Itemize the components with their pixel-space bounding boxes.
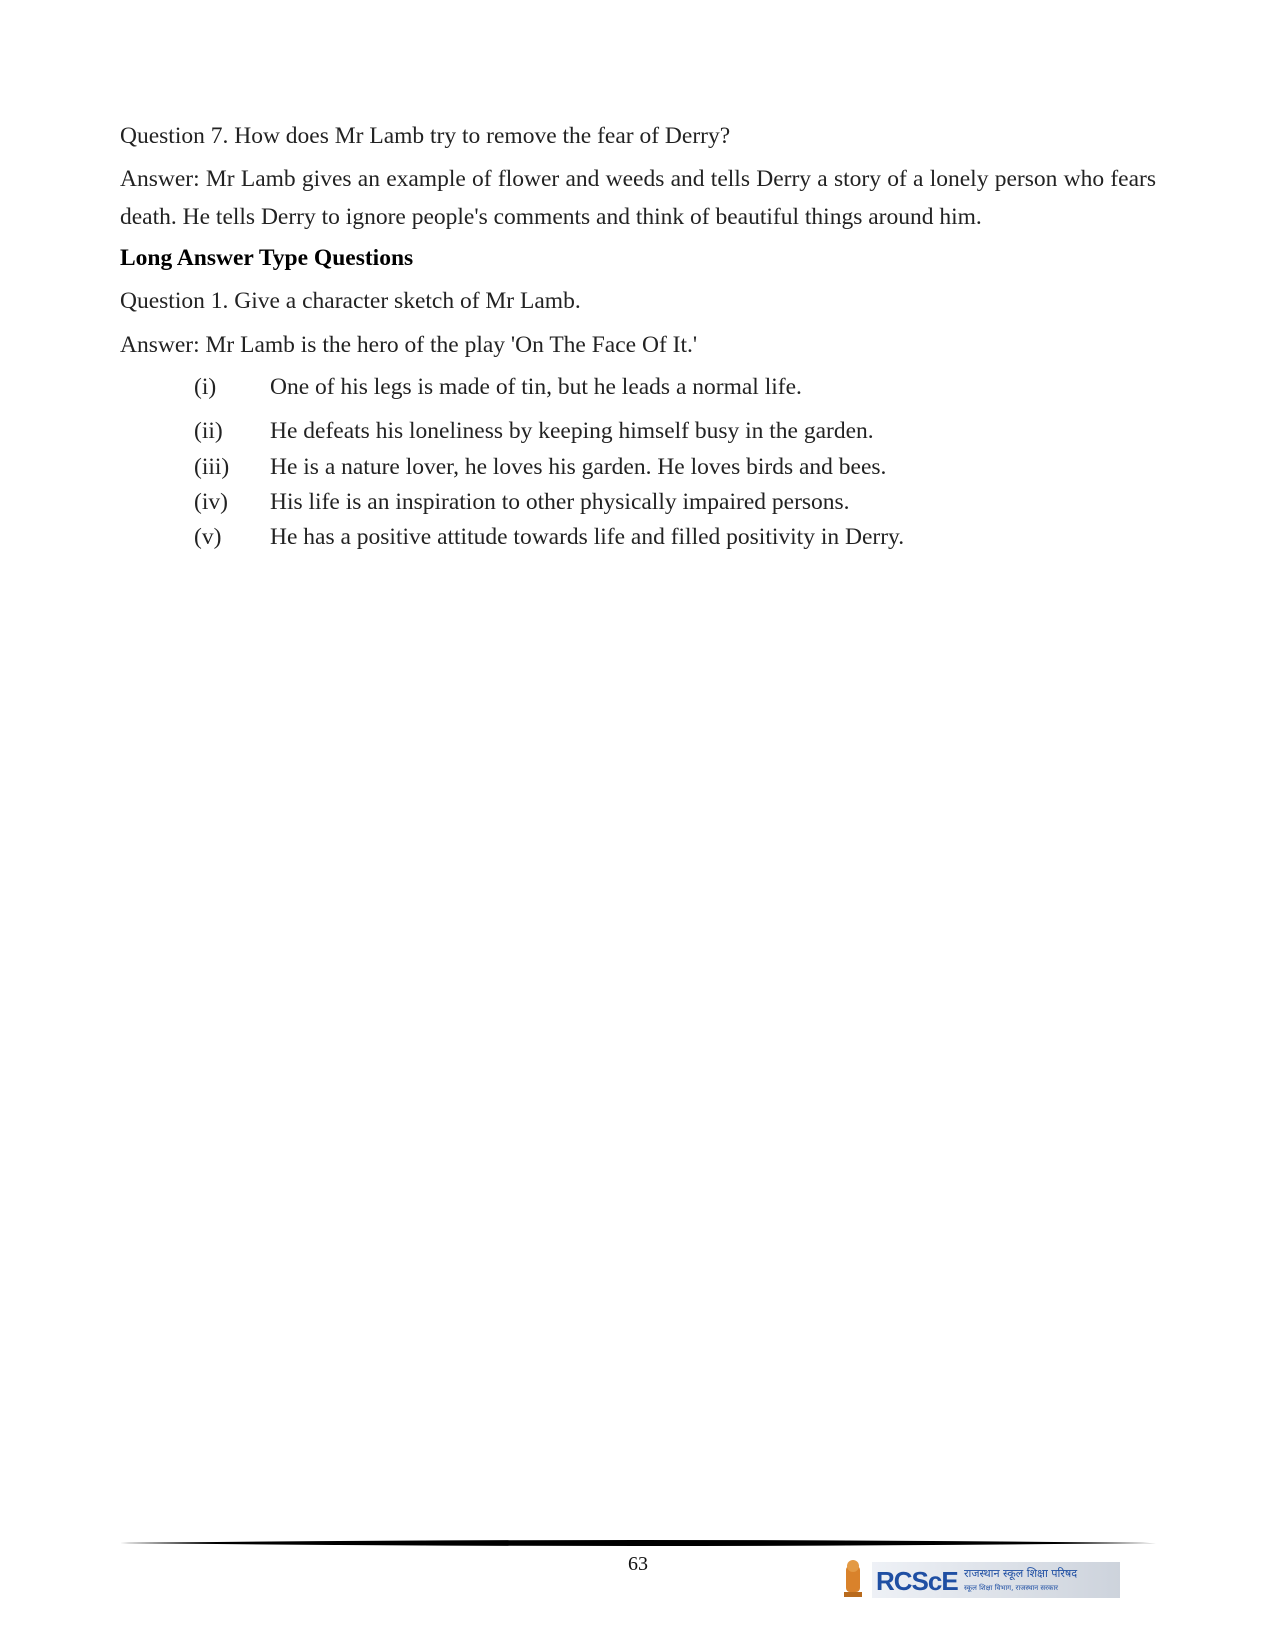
list-item-text: He is a nature lover, he loves his garden. He loves birds and bees. [270,454,887,480]
long-answer-1-intro: Answer: Mr Lamb is the hero of the play 'On The Face Of It.' [120,332,698,358]
list-item-text: One of his legs is made of tin, but he leads a normal life. [270,374,802,400]
footer-divider [120,1538,1156,1548]
section-heading: Long Answer Type Questions [120,245,414,271]
list-item-number: (iii) [194,454,230,480]
long-question-1: Question 1. Give a character sketch of Mr Lamb. [120,288,581,314]
list-item-number: (v) [194,524,222,550]
list-item-text: He has a positive attitude towards life and filled positivity in Derry. [270,524,905,550]
answer-7: Answer: Mr Lamb gives an example of flower and weeds and tells Derry a story of a lonely person who fears death. He tells Derry to ignore people's comments and think of beautiful things around him. [120,166,1156,230]
logo-text: RCScE [876,1566,958,1596]
list-item-number: (ii) [194,418,223,444]
rcsce-logo [840,1556,1120,1604]
logo-hindi-title: राजस्थान स्कूल शिक्षा परिषद [964,1567,1078,1580]
emblem-icon [844,1560,862,1597]
page-number: 63 [628,1553,648,1575]
list-item-text: He defeats his loneliness by keeping himself busy in the garden. [270,418,874,444]
logo-hindi-subtitle: स्कूल शिक्षा विभाग, राजस्थान सरकार [964,1584,1059,1592]
list-item-text: His life is an inspiration to other physically impaired persons. [270,489,850,515]
list-item-number: (i) [194,374,217,400]
question-7: Question 7. How does Mr Lamb try to remove the fear of Derry? [120,123,731,149]
list-item-number: (iv) [194,489,228,515]
